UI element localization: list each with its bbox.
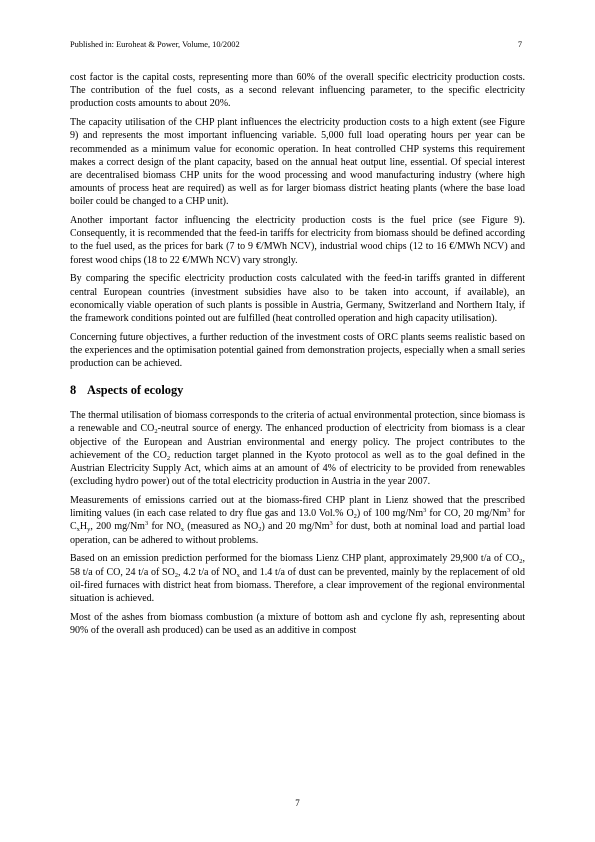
paragraph-feed-in-tariffs: By comparing the specific electricity production costs calculated with the feed-in tariffs granted in different central European countries (investment subsidies have also to be taken into account, if available), an economically viable operation of such plants is possible in Austria, Germany, Switzerland and Northern Italy, if the framework conditions pointed out are fulfilled (heat controlled operation and high capacity utilisation). bbox=[70, 273, 525, 324]
paragraph-fuel-price: Another important factor influencing the electricity production costs is the fuel price (see Figure 9). Consequently, it is recommended that the feed-in tariffs for electricity from biomass should be defined according to the fuel used, as the prices for bark (7 to 9 €/MWh NCV), industrial wood chips (12 to 16 €/MWh NCV) and forest wood chips (18 to 22 €/MWh NCV) vary strongly. bbox=[70, 215, 525, 266]
publication-info: Published in: Euroheat & Power, Volume, 10/2002 bbox=[70, 40, 240, 49]
paragraph-future-objectives: Concerning future objectives, a further reduction of the investment costs of ORC plants seems realistic based on the experiences and the optimisation potential gained from demonstration projects, especially when a small series production can be achieved. bbox=[70, 331, 525, 370]
section-heading bbox=[70, 383, 525, 397]
header-page-number: 7 bbox=[517, 40, 522, 49]
paragraph-emission-prediction: Based on an emission prediction performed for the biomass Lienz CHP plant, approximately 29,900 t/a of $CO_2$, 58 t/a of CO, 24 t/a of $SO_2$, 4.2 t/a of $NO_x$ and 1.4 t/a of dust can be prevented, mainly by the replacement of old oil-fired furnaces with district heat from biomass. Therefore, a clear improvement of the regional environmental situation is achieved. bbox=[70, 553, 525, 604]
page-footer-number: 7 bbox=[295, 798, 300, 808]
paragraph-ash-utilisation: Most of the ashes from biomass combustion (a mixture of bottom ash and cyclone fly ash, representing about 90% of the overall ash produced) can be used as an additive in compost bbox=[70, 611, 525, 636]
paragraph-capacity-utilisation: The capacity utilisation of the CHP plant influences the electricity production costs to a high extent (see Figure 9) and represents the most important influencing variable. 5,000 full load operating hours per year can be recommended as a minimum value for economic operation. In heat controlled CHP systems this requirement makes a correct design of the plant capacity, based on the annual heat output line, essential. Of special interest are decentralised biomass CHP units for the wood processing and wood manufacturing industry (where high amounts of process heat are required) as well as for larger biomass district heating plants (where the base load boiler could be changed to a CHP unit). bbox=[70, 117, 525, 208]
section-number: 8 bbox=[70, 383, 77, 398]
document-body bbox=[70, 71, 525, 643]
paragraph-emission-measurements: Measurements of emissions carried out at the biomass-fired CHP plant in Lienz showed that the prescribed limiting values (in each case related to dry flue gas and 13.0 Vol.% $O_2$) of 100 mg/Nm$^3$ for CO, 20 mg/Nm$^3$ for $C_xH_y$, 200 mg/Nm$^3$ for $NO_x$ (measured as $NO_2$) and 20 mg/Nm$^3$ for dust, both at nominal load and partial load operation, can be adhered to without problems. bbox=[70, 494, 525, 546]
paragraph-thermal-utilisation: The thermal utilisation of biomass corresponds to the criteria of actual environmental protection, since biomass is a renewable and $CO_2$-neutral source of energy. The enhanced production of electricity from biomass is a clear objective of the European and Austrian environmental and energy policy. The project contributes to the achievement of the $CO_2$ reduction target planned in the Kyoto protocol as well as to the goal defined in the Austrian Electricity Supply Act, which aims at an amount of 4% of electricity to be provided from renewables (excluding hydro power) out of the total electricity production in Austria in the year 2007. bbox=[70, 410, 525, 488]
running-header bbox=[70, 39, 525, 51]
section-title: Aspects of ecology bbox=[87, 383, 184, 398]
paragraph-capital-costs: cost factor is the capital costs, representing more than 60% of the overall specific electricity production costs. The contribution of the fuel costs, as a second relevant influencing parameter, to the specific electricity production costs amounts to about 20%. bbox=[70, 72, 525, 110]
